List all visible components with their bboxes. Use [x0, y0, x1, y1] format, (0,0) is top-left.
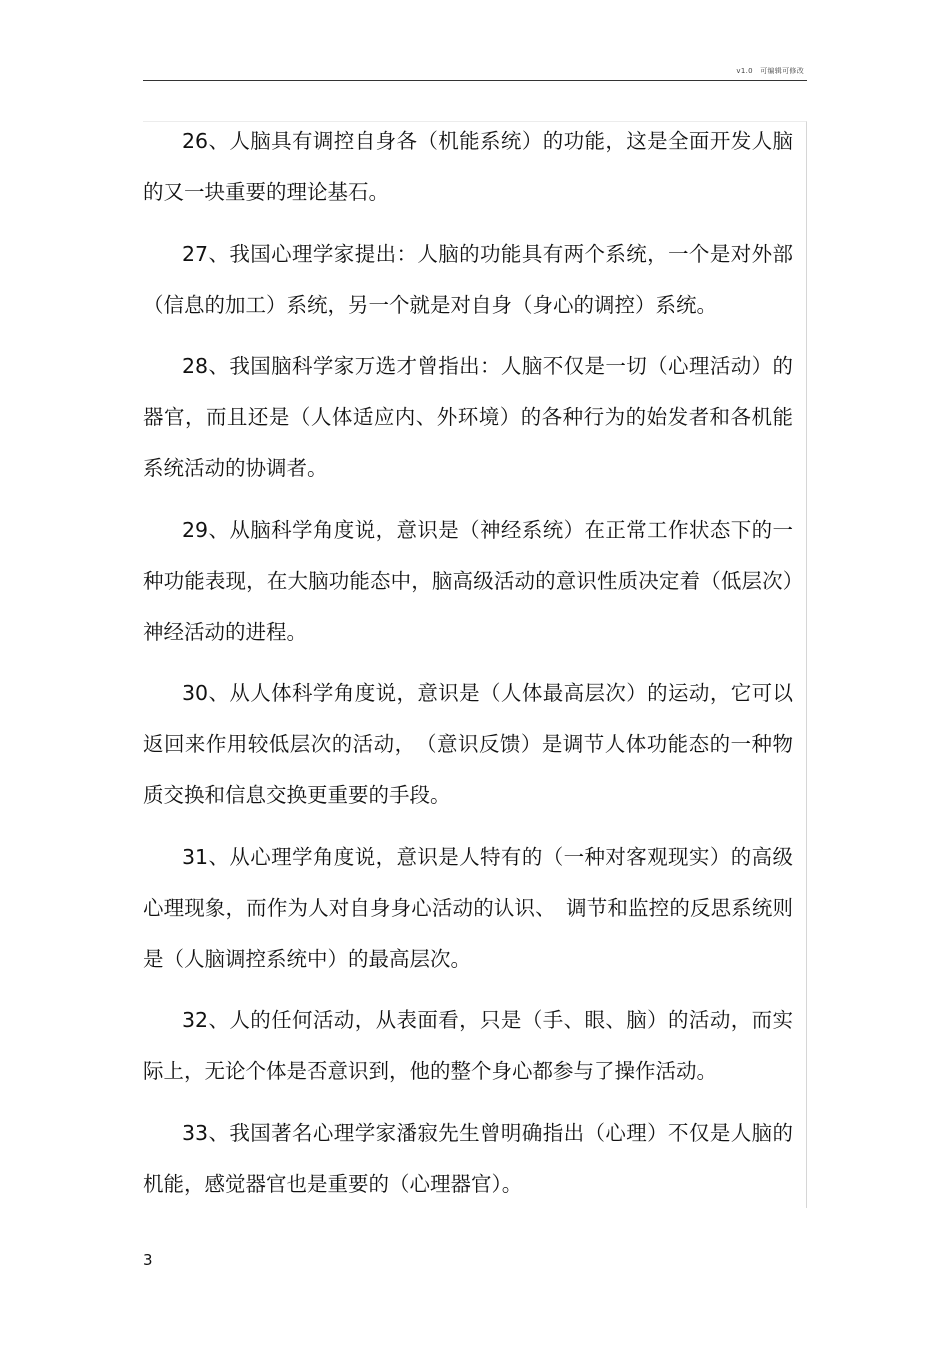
- paragraph-29: 29、从脑科学角度说，意识是（神经系统）在正常工作状态下的一种功能表现，在大脑功能态中，脑高级活动的意识性质决定着（低层次）神经活动的进程。: [143, 517, 793, 644]
- paragraph-31: 31、从心理学角度说，意识是人特有的（一种对客观现实）的高级心理现象，而作为人对自身身心活动的认识、 调节和监控的反思系统则是（人脑调控系统中）的最高层次。: [143, 844, 793, 971]
- paragraph-32: 32、人的任何活动，从表面看，只是（手、眼、脑）的活动，而实际上，无论个体是否意识到，他的整个身心都参与了操作活动。: [143, 1008, 793, 1083]
- header-version-label: v1.0 可编辑可修改: [736, 67, 804, 75]
- paragraph-28: 28、我国脑科学家万选才曾指出：人脑不仅是一切（心理活动）的器官，而且还是（人体适应内、外环境）的各种行为的始发者和各机能系统活动的协调者。: [143, 354, 793, 480]
- paragraph-33: 33、我国著名心理学家潘寂先生曾明确指出（心理）不仅是人脑的机能，感觉器官也是重要的（心理器官）。: [143, 1120, 793, 1196]
- paragraph-26: 26、人脑具有调控自身各（机能系统）的功能，这是全面开发人脑的又一块重要的理论基石。: [143, 129, 793, 204]
- paragraph-30: 30、从人体科学角度说，意识是（人体最高层次）的运动，它可以返回来作用较低层次的活动， （意识反馈）是调节人体功能态的一种物质交换和信息交换更重要的手段。: [143, 681, 793, 807]
- document-body: [143, 116, 793, 1220]
- header-divider: [143, 80, 807, 81]
- paragraph-27: 27、我国心理学家提出：人脑的功能具有两个系统，一个是对外部（信息的加工）系统，另一个就是对自身（身心的调控）系统。: [143, 241, 793, 317]
- page-number: 3: [143, 1251, 153, 1269]
